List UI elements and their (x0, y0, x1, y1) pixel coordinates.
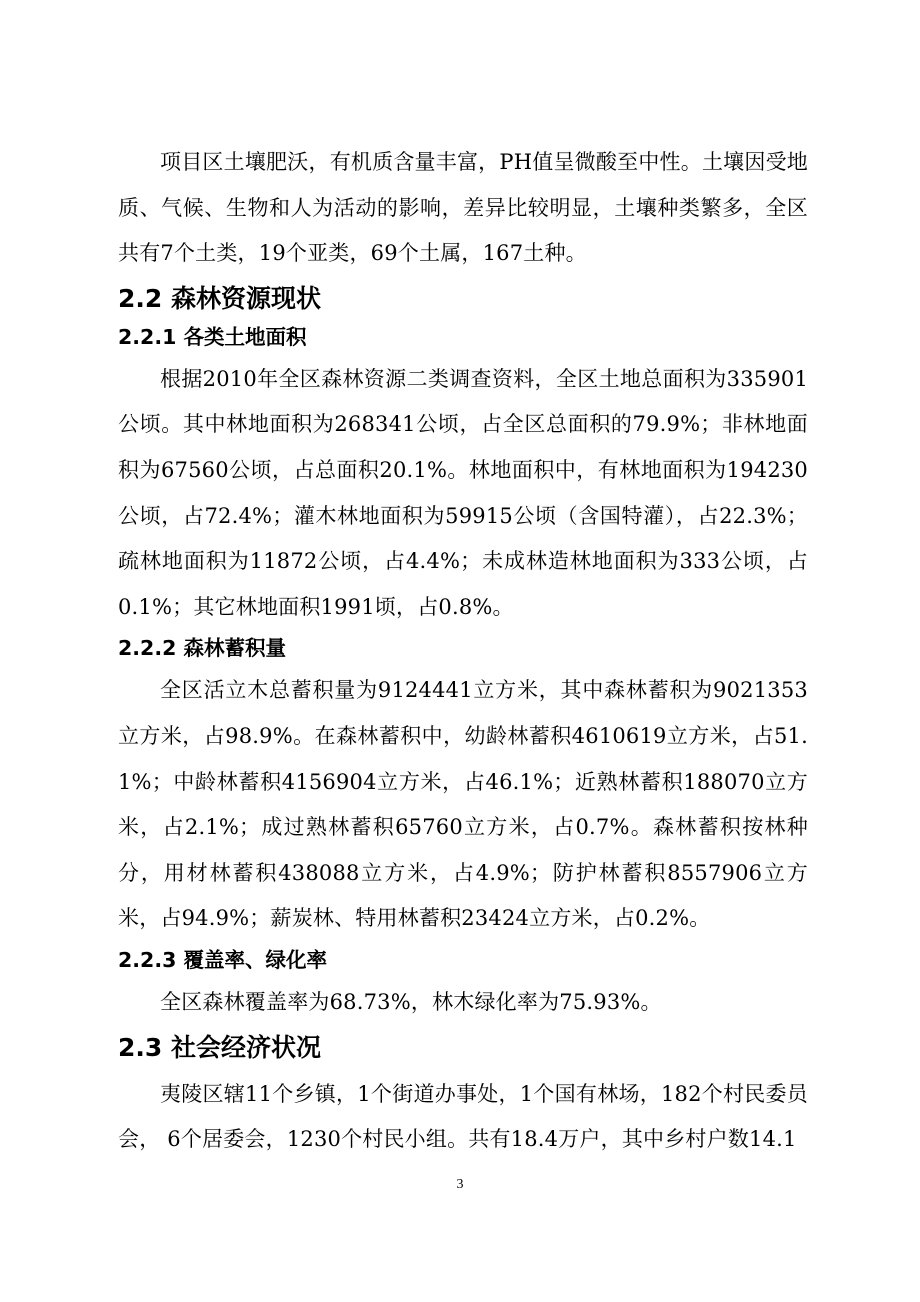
page-content (118, 140, 808, 1163)
subsection-heading-forest-stock: 2.2.2 森林蓄积量 (118, 636, 287, 661)
subsection-heading-coverage-rate: 2.2.3 覆盖率、绿化率 (118, 947, 328, 972)
section-heading-forest-resources: 2.2 森林资源现状 (118, 283, 321, 313)
soil-paragraph: 项目区土壤肥沃，有机质含量丰富，PH值呈微酸至中性。土壤因受地质、气候、生物和人为活动的影响，差异比较明显，土壤种类繁多，全区共有7个土类，19个亚类，69个土属，167土种。 (118, 150, 808, 266)
socioeconomic-paragraph: 夷陵区辖11个乡镇，1个街道办事处，1个国有林场，182个村民委员会， 6个居委会，1230个村民小组。共有18.4万户，其中乡村户数14.1 (118, 1081, 808, 1152)
page-number: 3 (456, 1177, 464, 1192)
section-heading-socioeconomic: 2.3 社会经济状况 (118, 1032, 321, 1062)
forest-stock-paragraph: 全区活立木总蓄积量为9124441立方米，其中森林蓄积为9021353立方米，占98.9%。在森林蓄积中，幼龄林蓄积4610619立方米，占51.1%；中龄林蓄积4156904立方米，占46.1%；近熟林蓄积188070立方米，占2.1%；成过熟林蓄积65760立方米，占0.7%。森林蓄积按林种分，用材林蓄积438088立方米，占4.9%；防护林蓄积8557906立方米，占94.9%；薪炭林、特用林蓄积23424立方米，占0.2%。 (118, 678, 808, 931)
subsection-heading-land-area: 2.2.1 各类土地面积 (118, 324, 307, 349)
land-area-paragraph: 根据2010年全区森林资源二类调查资料，全区土地总面积为335901公顷。其中林地面积为268341公顷，占全区总面积的79.9%；非林地面积为67560公顷，占总面积20.1%。林地面积中，有林地面积为194230公顷，占72.4%；灌木林地面积为59915公顷（含国特灌），占22.3%；疏林地面积为11872公顷，占4.4%；未成林造林地面积为333公顷，占0.1%；其它林地面积1991顷，占0.8%。 (118, 366, 808, 619)
coverage-rate-paragraph: 全区森林覆盖率为68.73%，林木绿化率为75.93%。 (160, 989, 662, 1014)
